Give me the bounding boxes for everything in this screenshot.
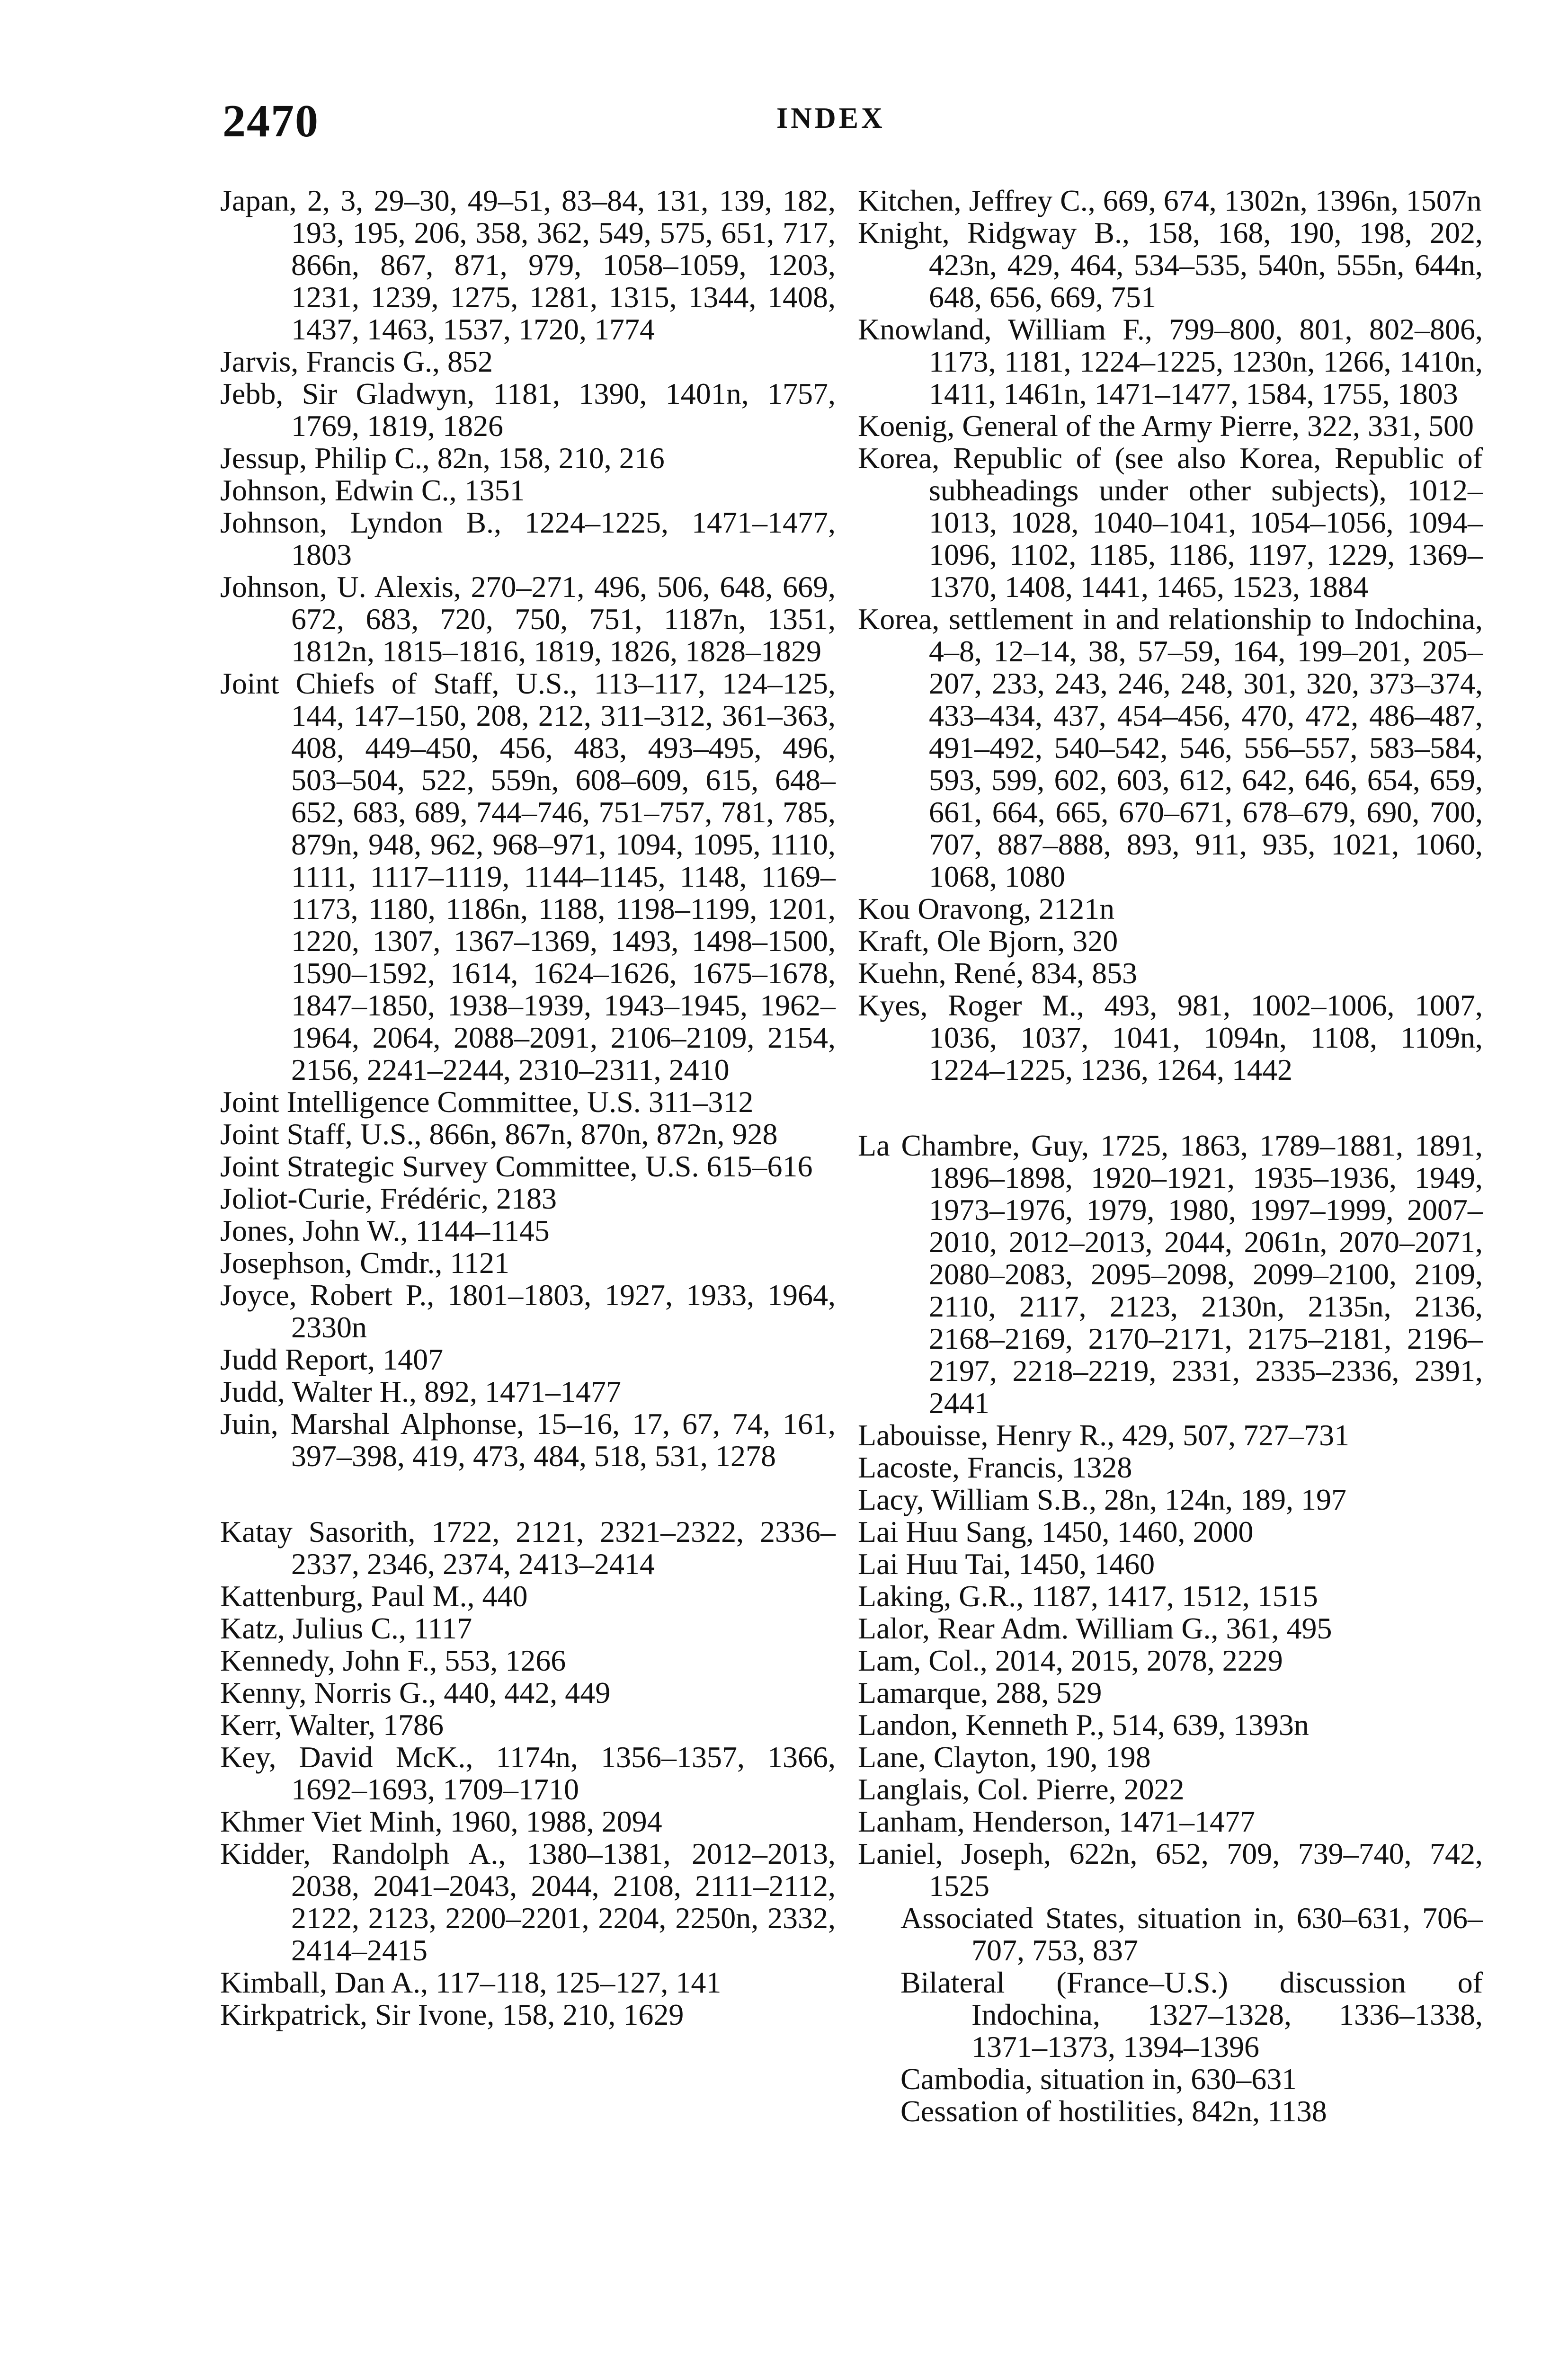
index-entry: Lane, Clayton, 190, 198 — [858, 1740, 1151, 1774]
index-entry: Lai Huu Tai, 1450, 1460 — [858, 1547, 1155, 1581]
index-entry: Kerr, Walter, 1786 — [220, 1708, 444, 1742]
index-entry: Josephson, Cmdr., 1121 — [220, 1246, 509, 1280]
index-entry: Koenig, General of the Army Pierre, 322, 331, 500 — [858, 409, 1474, 443]
index-entry: Joyce, Robert P., 1801–1803, 1927, 1933, 1964, 2330n — [220, 1278, 836, 1344]
index-entry: Lanham, Henderson, 1471–1477 — [858, 1805, 1255, 1838]
section-gap — [858, 1086, 1483, 1130]
page-number: 2470 — [223, 96, 319, 147]
index-entry: Kraft, Ole Bjorn, 320 — [858, 924, 1118, 958]
index-entry: Landon, Kenneth P., 514, 639, 1393n — [858, 1708, 1309, 1742]
index-entry: Knight, Ridgway B., 158, 168, 190, 198, 202, 423n, 429, 464, 534–535, 540n, 555n, 644n, 648, 656, 669, 751 — [858, 216, 1483, 314]
index-entry: Judd, Walter H., 892, 1471–1477 — [220, 1375, 621, 1408]
index-column-left — [220, 185, 836, 2031]
index-subentry: Cessation of hostilities, 842n, 1138 — [900, 2094, 1327, 2128]
index-entry: Labouisse, Henry R., 429, 507, 727–731 — [858, 1418, 1350, 1452]
index-entry: Kitchen, Jeffrey C., 669, 674, 1302n, 1396n, 1507n — [858, 184, 1482, 217]
index-entry: Jones, John W., 1144–1145 — [220, 1214, 550, 1247]
index-entry: Katay Sasorith, 1722, 2121, 2321–2322, 2336–2337, 2346, 2374, 2413–2414 — [220, 1515, 836, 1581]
running-head: INDEX — [776, 102, 885, 134]
index-entry: Lamarque, 288, 529 — [858, 1676, 1102, 1709]
index-entry: Kyes, Roger M., 493, 981, 1002–1006, 1007, 1036, 1037, 1041, 1094n, 1108, 1109n, 1224–1225, 1236, 1264, 1442 — [858, 988, 1483, 1086]
index-entry: Laking, G.R., 1187, 1417, 1512, 1515 — [858, 1579, 1318, 1613]
index-entry: Jebb, Sir Gladwyn, 1181, 1390, 1401n, 1757, 1769, 1819, 1826 — [220, 377, 836, 443]
index-entry: Joint Intelligence Committee, U.S. 311–312 — [220, 1085, 754, 1119]
index-entry: Langlais, Col. Pierre, 2022 — [858, 1772, 1185, 1806]
index-subentry: Bilateral (France–U.S.) discussion of Indochina, 1327–1328, 1336–1338, 1371–1373, 1394–1396 — [900, 1966, 1483, 2064]
index-entry: Juin, Marshal Alphonse, 15–16, 17, 67, 74, 161, 397–398, 419, 473, 484, 518, 531, 1278 — [220, 1407, 836, 1473]
index-entry: Lam, Col., 2014, 2015, 2078, 2229 — [858, 1644, 1283, 1677]
index-entry: Johnson, Lyndon B., 1224–1225, 1471–1477, 1803 — [220, 506, 836, 571]
index-subentry: Associated States, situation in, 630–631, 706–707, 753, 837 — [900, 1901, 1483, 1967]
index-entry: Key, David McK., 1174n, 1356–1357, 1366, 1692–1693, 1709–1710 — [220, 1740, 836, 1806]
index-entry: Katz, Julius C., 1117 — [220, 1611, 472, 1645]
index-entry: Kirkpatrick, Sir Ivone, 158, 210, 1629 — [220, 1998, 684, 2031]
section-gap — [220, 1472, 836, 1516]
index-entry: Lalor, Rear Adm. William G., 361, 495 — [858, 1611, 1332, 1645]
index-entry: Johnson, U. Alexis, 270–271, 496, 506, 648, 669, 672, 683, 720, 750, 751, 1187n, 1351, 1812n, 1815–1816, 1819, 1826, 1828–1829 — [220, 570, 836, 668]
index-entry: La Chambre, Guy, 1725, 1863, 1789–1881, 1891, 1896–1898, 1920–1921, 1935–1936, 1949, 1973–1976, 1979, 1980, 1997–1999, 2007–2010, 2012–2013, 2044, 2061n, 2070–2071, 2080–2083, 2095–2098, 2099–2100, 2109, 2110, 2117, 2123, 2130n, 2135n, 2136, 2168–2169, 2170–2171, 2175–2181, 2196–2197, 2218–2219, 2331, 2335–2336, 2391, 2441 — [858, 1129, 1483, 1420]
index-entry: Japan, 2, 3, 29–30, 49–51, 83–84, 131, 139, 182, 193, 195, 206, 358, 362, 549, 575, 651, 717, 866n, 867, 871, 979, 1058–1059, 1203, 1231, 1239, 1275, 1281, 1315, 1344, 1408, 1437, 1463, 1537, 1720, 1774 — [220, 184, 836, 346]
index-entry: Joint Chiefs of Staff, U.S., 113–117, 124–125, 144, 147–150, 208, 212, 311–312, 361–363, 408, 449–450, 456, 483, 493–495, 496, 503–504, 522, 559n, 608–609, 615, 648–652, 683, 689, 744–746, 751–757, 781, 785, 879n, 948, 962, 968–971, 1094, 1095, 1110, 1111, 1117–1119, 1144–1145, 1148, 1169–1173, 1180, 1186n, 1188, 1198–1199, 1201, 1220, 1307, 1367–1369, 1493, 1498–1500, 1590–1592, 1614, 1624–1626, 1675–1678, 1847–1850, 1938–1939, 1943–1945, 1962–1964, 2064, 2088–2091, 2106–2109, 2154, 2156, 2241–2244, 2310–2311, 2410 — [220, 667, 836, 1086]
index-entry: Korea, settlement in and relationship to Indochina, 4–8, 12–14, 38, 57–59, 164, 199–201, 205–207, 233, 243, 246, 248, 301, 320, 373–374, 433–434, 437, 454–456, 470, 472, 486–487, 491–492, 540–542, 546, 556–557, 583–584, 593, 599, 602, 603, 612, 642, 646, 654, 659, 661, 664, 665, 670–671, 678–679, 690, 700, 707, 887–888, 893, 911, 935, 1021, 1060, 1068, 1080 — [858, 602, 1483, 893]
index-entry: Kuehn, René, 834, 853 — [858, 956, 1138, 990]
index-entry: Jessup, Philip C., 82n, 158, 210, 216 — [220, 441, 665, 475]
index-entry: Joliot-Curie, Frédéric, 2183 — [220, 1182, 557, 1215]
index-entry: Kou Oravong, 2121n — [858, 892, 1115, 925]
index-entry: Jarvis, Francis G., 852 — [220, 345, 493, 378]
index-entry: Laniel, Joseph, 622n, 652, 709, 739–740, 742, 1525 — [858, 1837, 1483, 1903]
index-entry: Joint Strategic Survey Committee, U.S. 615–616 — [220, 1149, 813, 1183]
index-entry: Kimball, Dan A., 117–118, 125–127, 141 — [220, 1966, 722, 1999]
index-entry: Lacoste, Francis, 1328 — [858, 1450, 1132, 1484]
index-entry: Lai Huu Sang, 1450, 1460, 2000 — [858, 1515, 1254, 1548]
index-entry: Lacy, William S.B., 28n, 124n, 189, 197 — [858, 1483, 1347, 1516]
index-entry: Kattenburg, Paul M., 440 — [220, 1579, 528, 1613]
index-entry: Kidder, Randolph A., 1380–1381, 2012–2013, 2038, 2041–2043, 2044, 2108, 2111–2112, 2122, 2123, 2200–2201, 2204, 2250n, 2332, 2414–2415 — [220, 1837, 836, 1967]
index-subentry: Cambodia, situation in, 630–631 — [900, 2062, 1297, 2096]
index-entry: Knowland, William F., 799–800, 801, 802–806, 1173, 1181, 1224–1225, 1230n, 1266, 1410n, 1411, 1461n, 1471–1477, 1584, 1755, 1803 — [858, 312, 1483, 410]
index-entry: Korea, Republic of (see also Korea, Republic of subheadings under other subjects), 1012–1013, 1028, 1040–1041, 1054–1056, 1094–1096, 1102, 1185, 1186, 1197, 1229, 1369–1370, 1408, 1441, 1465, 1523, 1884 — [858, 441, 1483, 604]
index-column-right — [858, 185, 1483, 2127]
index-entry: Kenny, Norris G., 440, 442, 449 — [220, 1676, 611, 1709]
index-entry: Joint Staff, U.S., 866n, 867n, 870n, 872n, 928 — [220, 1117, 778, 1151]
index-entry: Johnson, Edwin C., 1351 — [220, 473, 525, 507]
index-entry: Khmer Viet Minh, 1960, 1988, 2094 — [220, 1805, 662, 1838]
index-entry: Judd Report, 1407 — [220, 1343, 444, 1376]
index-entry: Kennedy, John F., 553, 1266 — [220, 1644, 566, 1677]
